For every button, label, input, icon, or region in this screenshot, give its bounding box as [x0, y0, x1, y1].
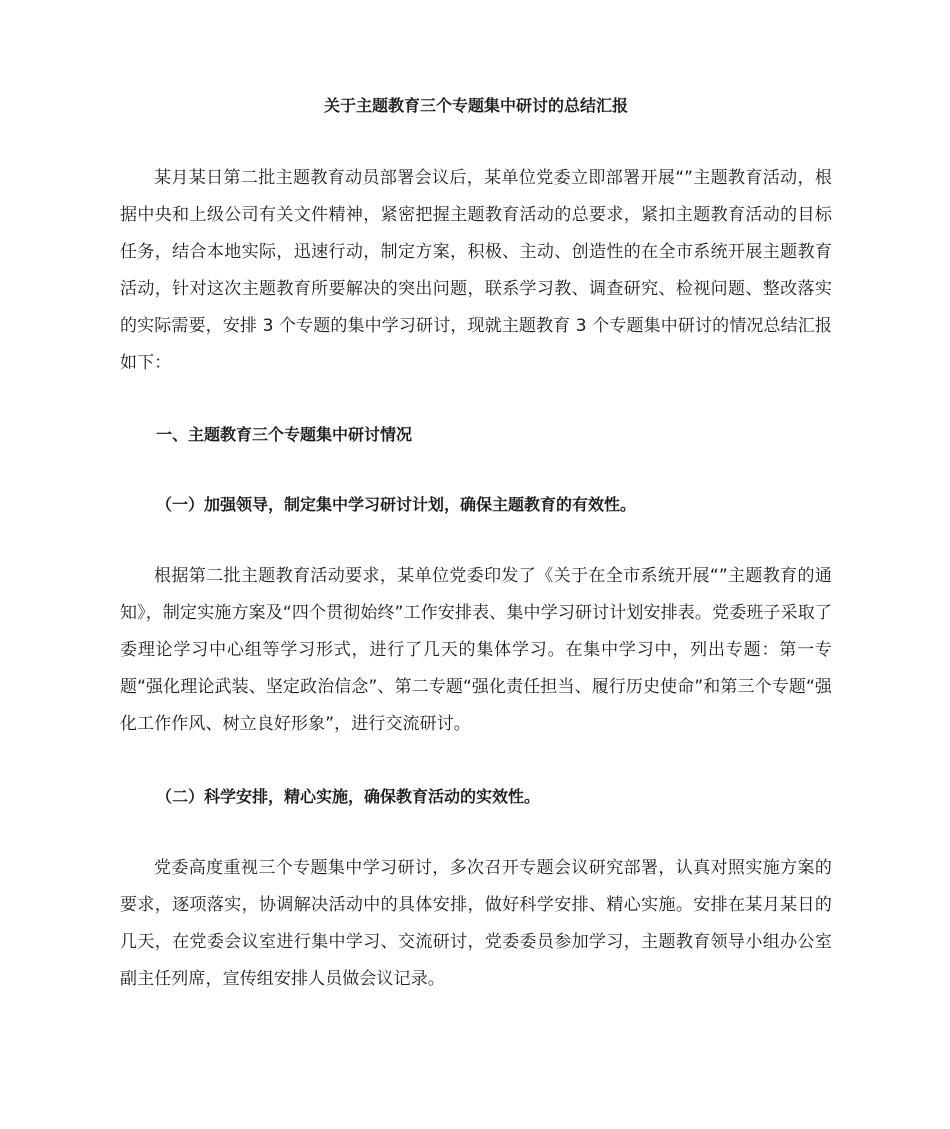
subsection-heading-1: （一）加强领导，制定集中学习研讨计划，确保主题教育的有效性。	[156, 495, 637, 514]
document-title: 关于主题教育三个专题集中研讨的总结汇报	[323, 96, 628, 115]
subsection-heading-2: （二）科学安排，精心实施，确保教育活动的实效性。	[156, 787, 541, 806]
subsection-1-paragraph: 根据第二批主题教育活动要求，某单位党委印发了《关于在全市系统开展“”主题教育的通知》，制定实施方案及“四个贯彻始终”工作安排表、集中学习研讨计划安排表。党委班子采取了委理论学习中心组等学习形式，进行了几天的集体学习。在集中学习中，列出专题：第一专题“强化理论武装、坚定政治信念”、第二专题“强化责任担当、履行历史使命”和第三个专题“强化工作作风、树立良好形象”，进行交流研讨。	[120, 566, 832, 734]
intro-paragraph: 某月某日第二批主题教育动员部署会议后，某单位党委立即部署开展“”主题教育活动，根据中央和上级公司有关文件精神，紧密把握主题教育活动的总要求，紧扣主题教育活动的目标任务，结合本地实际，迅速行动，制定方案，积极、主动、创造性的在全市系统开展主题教育活动，针对这次主题教育所要解决的突出问题，联系学习教、调查研究、检视问题、整改落实的实际需要，安排 3 个专题的集中学习研讨，现就主题教育 3 个专题集中研讨的情况总结汇报如下：	[120, 168, 832, 373]
subsection-2-paragraph: 党委高度重视三个专题集中学习研讨，多次召开专题会议研究部署，认真对照实施方案的要求，逐项落实，协调解决活动中的具体安排，做好科学安排、精心实施。安排在某月某日的几天，在党委会议室进行集中学习、交流研讨，党委委员参加学习，主题教育领导小组办公室副主任列席，宣传组安排人员做会议记录。	[120, 858, 832, 989]
section-heading-1: 一、主题教育三个专题集中研讨情况	[156, 425, 413, 444]
